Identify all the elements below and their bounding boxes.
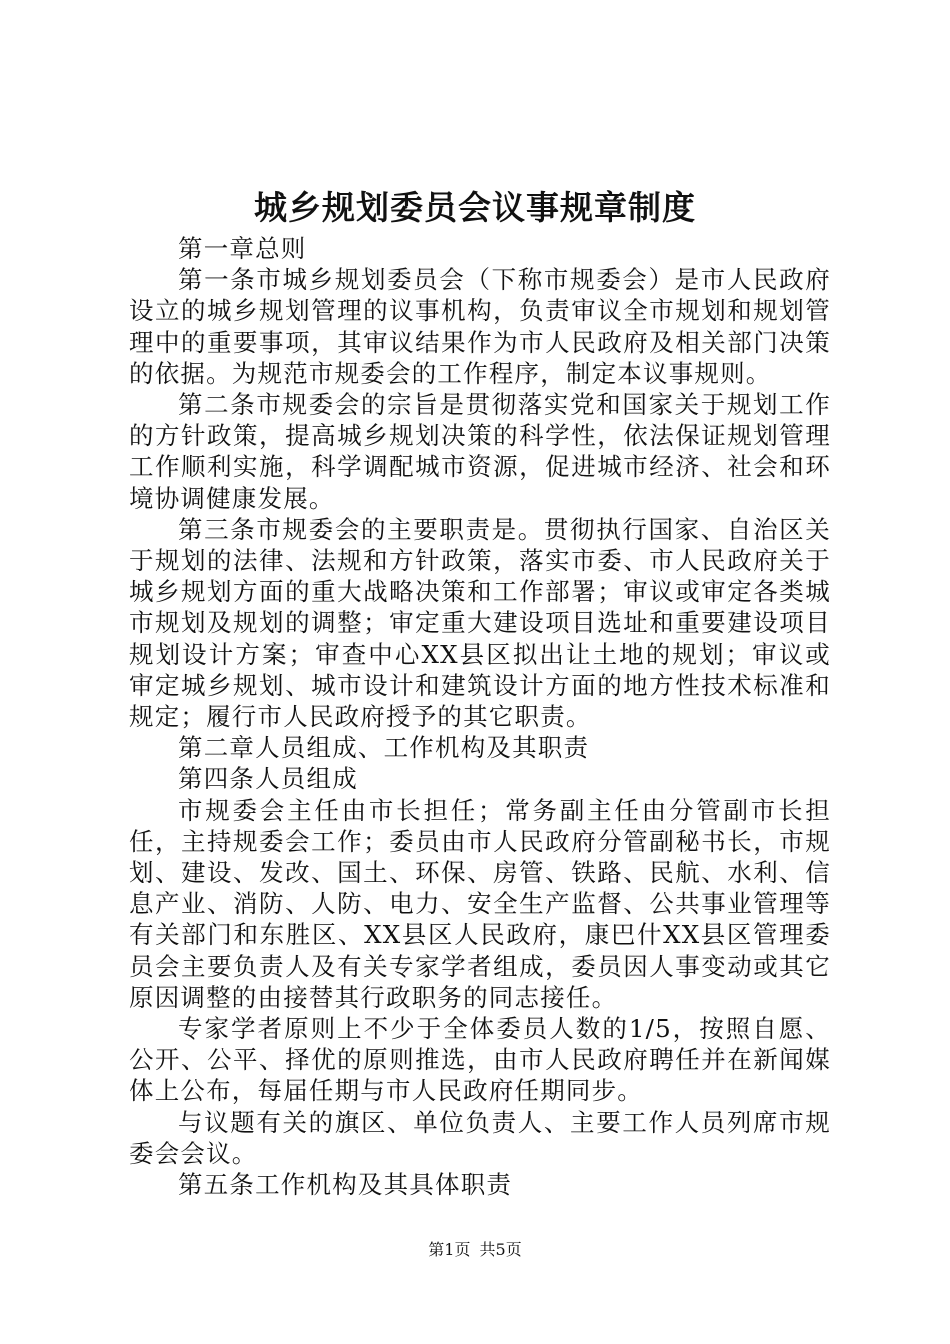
article-paragraph: 第二条市规委会的宗旨是贯彻落实党和国家关于规划工作的方针政策，提高城乡规划决策的科学性，依法保证规划管理工作顺利实施，科学调配城市资源，促进城市经济、社会和环境协调健康发展。 — [129, 390, 831, 513]
article-paragraph: 第三条市规委会的主要职责是。贯彻执行国家、自治区关于规划的法律、法规和方针政策，落实市委、市人民政府关于城乡规划方面的重大战略决策和工作部署；审议或审定各类城市规划及规划的调整；审定重大建设项目选址和重要建设项目规划设计方案；审查中心XX县区拟出让土地的规划；审议或审定城乡规划、城市设计和建筑设计方面的地方性技术标准和规定；履行市人民政府授予的其它职责。 — [129, 514, 831, 732]
document-body — [129, 233, 831, 1200]
chapter-heading: 第一章总则 — [178, 234, 307, 263]
chapter-heading: 第二章人员组成、工作机构及其职责 — [178, 733, 590, 763]
article-paragraph: 市规委会主任由市长担任；常务副主任由分管副市长担任，主持规委会工作；委员由市人民政府分管副秘书长，市规划、建设、发改、国土、环保、房管、铁路、民航、水利、信息产业、消防、人防、电力、安全生产监督、公共事业管理等有关部门和东胜区、XX县区人民政府，康巴什XX县区管理委员会主要负责人及有关专家学者组成，委员因人事变动或其它原因调整的由接替其行政职务的同志接任。 — [129, 795, 831, 1012]
page-total: 共5页 — [479, 1240, 522, 1259]
page-footer — [0, 1238, 950, 1262]
article-heading: 第四条人员组成 — [178, 764, 358, 794]
article-paragraph: 第一条市城乡规划委员会（下称市规委会）是市人民政府设立的城乡规划管理的议事机构，负责审议全市规划和规划管理中的重要事项，其审议结果作为市人民政府及相关部门决策的依据。为规范市规委会的工作程序，制定本议事规则。 — [129, 265, 831, 388]
page-number: 第1页 — [428, 1240, 471, 1259]
document-title: 城乡规划委员会议事规章制度 — [254, 188, 696, 227]
article-paragraph: 与议题有关的旗区、单位负责人、主要工作人员列席市规委会会议。 — [129, 1107, 831, 1168]
article-heading: 第五条工作机构及其具体职责 — [178, 1170, 513, 1200]
article-paragraph: 专家学者原则上不少于全体委员人数的1/5，按照自愿、公开、公平、择优的原则推选，由市人民政府聘任并在新闻媒体上公布，每届任期与市人民政府任期同步。 — [129, 1014, 831, 1106]
